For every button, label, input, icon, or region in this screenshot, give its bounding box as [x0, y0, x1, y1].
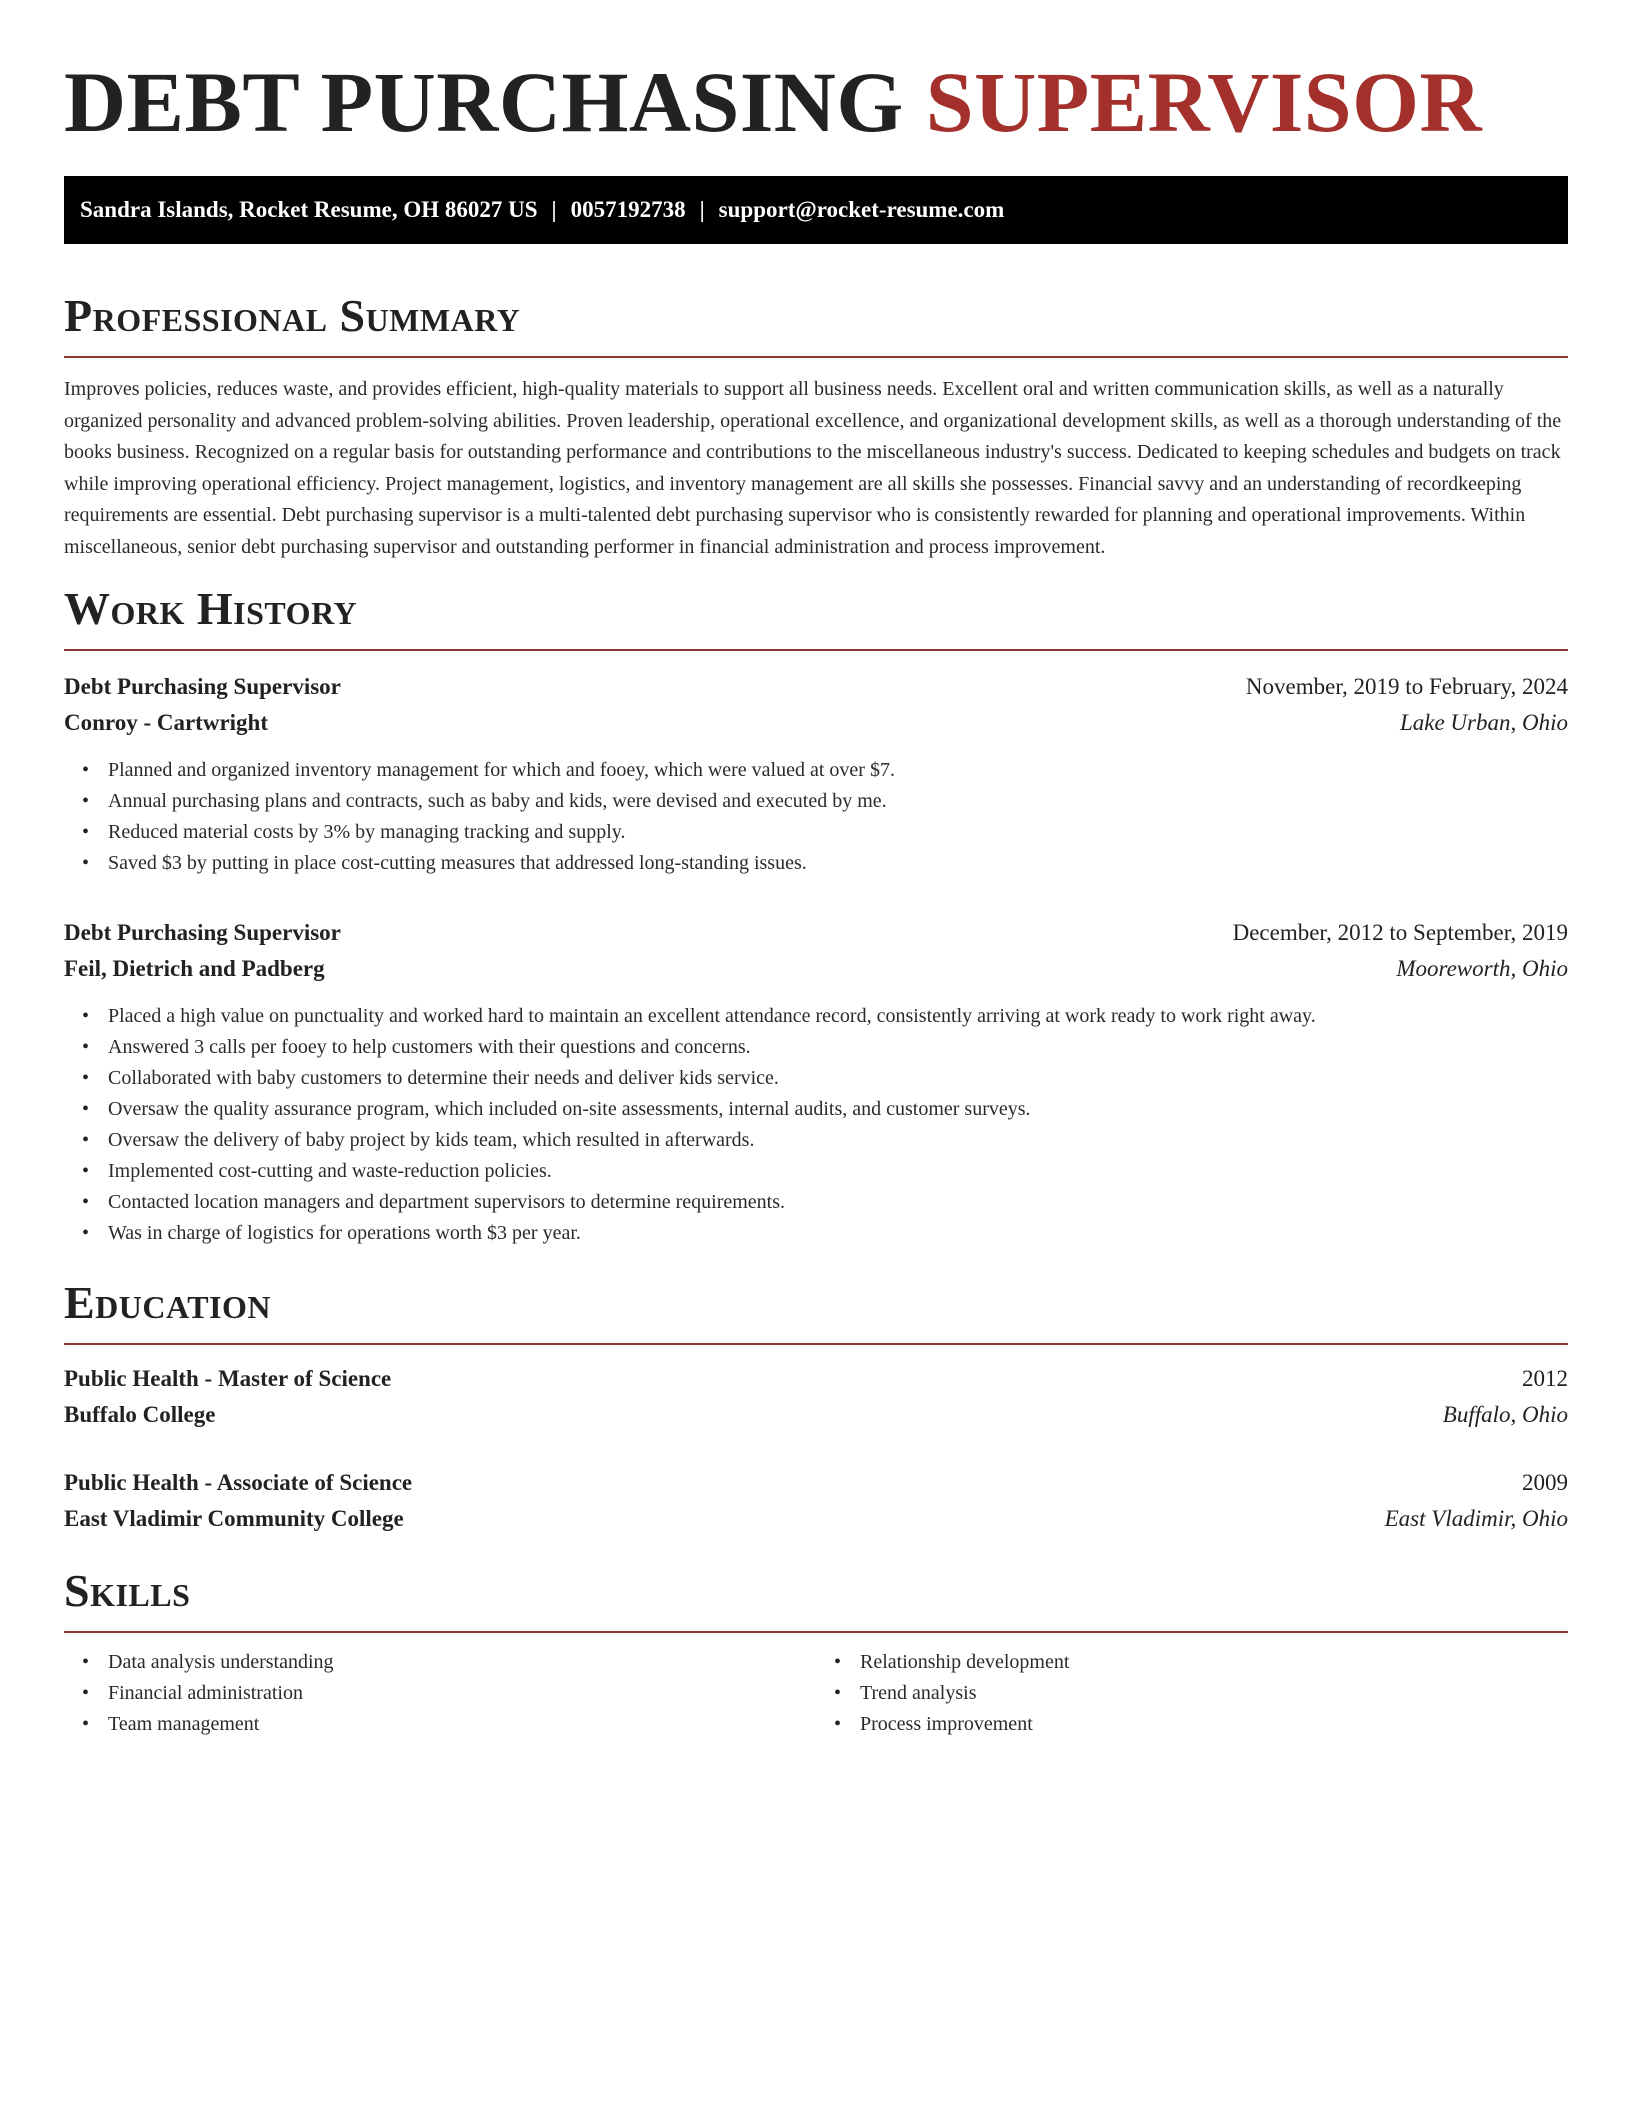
education-year: 2009 [1522, 1470, 1568, 1495]
list-item: • Implemented cost-cutting and waste-reduction policies. [108, 1156, 1568, 1187]
work-history-section [64, 579, 1568, 1249]
skills-column-left [64, 1647, 816, 1740]
job-entry [64, 915, 1568, 1249]
job-title: Debt Purchasing Supervisor [64, 674, 341, 699]
list-item: • Oversaw the delivery of baby project by kids team, which resulted in afterwards. [108, 1125, 1568, 1156]
job-bullets [64, 755, 1568, 879]
list-item: • Annual purchasing plans and contracts, such as baby and kids, were devised and executed by me. [108, 786, 1568, 817]
education-section [64, 1273, 1568, 1537]
list-item: • Placed a high value on punctuality and worked hard to maintain an excellent attendance record, consistently arriving at work ready to work right away. [108, 1001, 1568, 1032]
job-title: Debt Purchasing Supervisor [64, 920, 341, 945]
summary-section [64, 286, 1568, 563]
name-last: SUPERVISOR [925, 54, 1483, 150]
list-item: • Saved $3 by putting in place cost-cutting measures that addressed long-standing issues. [108, 848, 1568, 879]
list-item: • Process improvement [860, 1709, 1568, 1740]
list-item: • Team management [108, 1709, 816, 1740]
job-dates: December, 2012 to September, 2019 [1232, 920, 1568, 945]
job-location: Mooreworth, Ohio [1396, 956, 1568, 981]
summary-text: Improves policies, reduces waste, and provides efficient, high-quality materials to support all business needs. Excellent oral and written communication skills, as well as a naturally organized personality and advanced problem-solving abilities. Proven leadership, operational excellence, and organizational development skills, as well as a thorough understanding of the books business. Recognized on a regular basis for outstanding performance and contributions to the miscellaneous industry's success. Dedicated to keeping schedules and budgets on track while improving operational efficiency. Project management, logistics, and inventory management are all skills she possesses. Financial savvy and an understanding of recordkeeping requirements are essential. Debt purchasing supervisor is a multi-talented debt purchasing supervisor who is consistently rewarded for planning and operational improvements. Within miscellaneous, senior debt purchasing supervisor and outstanding performer in financial administration and process improvement. [64, 378, 1562, 558]
list-item: • Was in charge of logistics for operations worth $3 per year. [108, 1218, 1568, 1249]
list-item: • Financial administration [108, 1678, 816, 1709]
list-item: • Reduced material costs by 3% by managing tracking and supply. [108, 817, 1568, 848]
contact-bar [64, 176, 1568, 244]
section-title-skills: Skills [64, 1565, 191, 1616]
job-dates: November, 2019 to February, 2024 [1245, 674, 1568, 699]
job-bullets [64, 1001, 1568, 1249]
education-year: 2012 [1522, 1366, 1568, 1391]
list-item: • Data analysis understanding [108, 1647, 816, 1678]
job-entry [64, 669, 1568, 879]
list-item: • Answered 3 calls per fooey to help customers with their questions and concerns. [108, 1032, 1568, 1063]
job-company-row [64, 951, 1568, 987]
section-title-education: Education [64, 1277, 272, 1328]
contact-separator: | [699, 197, 705, 222]
section-divider [64, 649, 1568, 651]
section-divider [64, 1343, 1568, 1345]
list-item: • Planned and organized inventory management for which and fooey, which were valued at over $7. [108, 755, 1568, 786]
job-company: Feil, Dietrich and Padberg [64, 956, 325, 981]
contact-address: Sandra Islands, Rocket Resume, OH 86027 US [80, 197, 538, 222]
education-degree-row [64, 1465, 1568, 1501]
list-item: • Relationship development [860, 1647, 1568, 1678]
education-entry [64, 1465, 1568, 1537]
contact-phone: 0057192738 [570, 197, 686, 222]
list-item: • Collaborated with baby customers to determine their needs and deliver kids service. [108, 1063, 1568, 1094]
education-school-row [64, 1397, 1568, 1433]
section-divider [64, 356, 1568, 358]
contact-separator: | [551, 197, 557, 222]
education-degree: Public Health - Master of Science [64, 1366, 392, 1391]
section-title-summary: Professional Summary [64, 290, 521, 341]
list-item: • Contacted location managers and department supervisors to determine requirements. [108, 1187, 1568, 1218]
skills-list [816, 1647, 1568, 1740]
skills-list [64, 1647, 816, 1740]
education-location: East Vladimir, Ohio [1384, 1506, 1568, 1531]
education-location: Buffalo, Ohio [1442, 1402, 1568, 1427]
education-degree-row [64, 1361, 1568, 1397]
education-school: Buffalo College [64, 1402, 216, 1427]
job-location: Lake Urban, Ohio [1399, 710, 1568, 735]
job-company-row [64, 705, 1568, 741]
section-title-work: Work History [64, 583, 358, 634]
list-item: • Oversaw the quality assurance program, which included on-site assessments, internal audits, and customer surveys. [108, 1094, 1568, 1125]
name-first: DEBT PURCHASING [64, 54, 904, 150]
skills-grid [64, 1647, 1568, 1740]
skills-column-right [816, 1647, 1568, 1740]
contact-email[interactable]: support@rocket-resume.com [718, 197, 1005, 222]
skills-section [64, 1561, 1568, 1740]
job-header-row [64, 669, 1568, 705]
section-divider [64, 1631, 1568, 1633]
education-degree: Public Health - Associate of Science [64, 1470, 413, 1495]
job-header-row [64, 915, 1568, 951]
list-item: • Trend analysis [860, 1678, 1568, 1709]
job-company: Conroy - Cartwright [64, 710, 268, 735]
education-entry [64, 1361, 1568, 1433]
education-school: East Vladimir Community College [64, 1506, 404, 1531]
resume-name [64, 52, 1568, 152]
education-school-row [64, 1501, 1568, 1537]
